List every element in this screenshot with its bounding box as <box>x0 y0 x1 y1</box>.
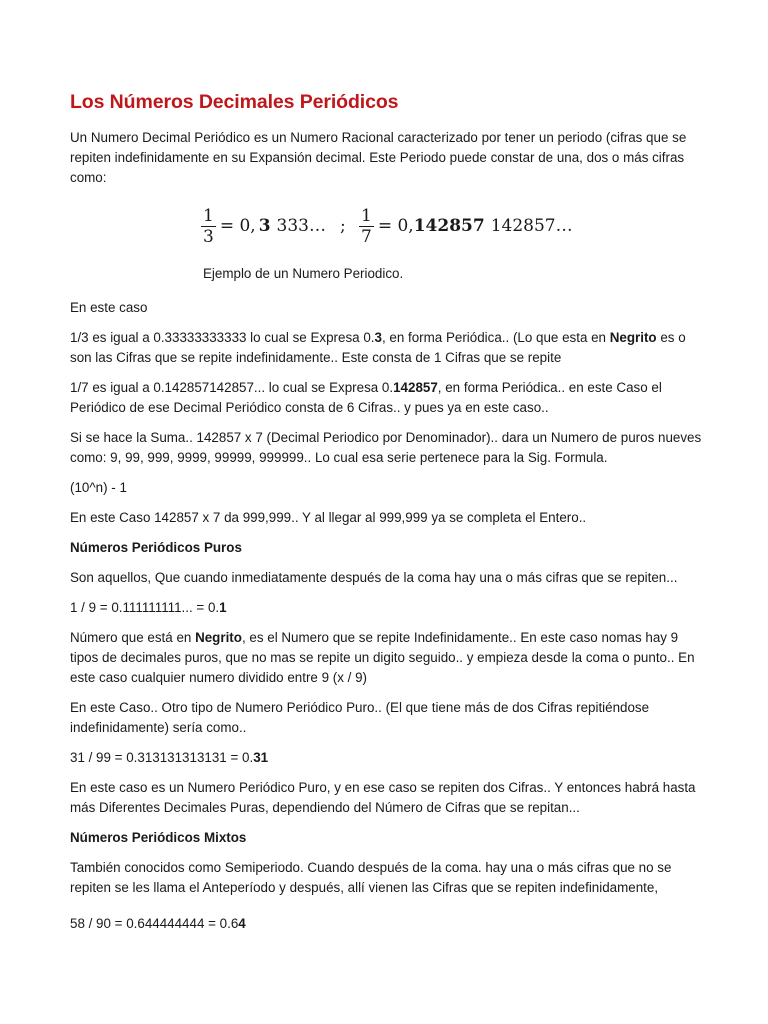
paragraph-puro-two: En este caso es un Numero Periódico Puro, y en ese caso se repiten dos Cifras.. Y entonces habrá hasta más Diferentes Decimales Puras, dependiendo del Número de Cifras que se repitan... <box>70 780 696 815</box>
fraction: $\frac{1}{7}$ <box>361 205 372 247</box>
paragraph-one-seventh: 1/7 es igual a 0.142857142857... lo cual se Expresa 0.142857, en forma Periódica.. en este Caso el Periódico de ese Decimal Periódico consta de 6 Cifras.. y pues ya en este caso.. <box>70 380 662 415</box>
example-58-90: 58 / 90 = 0.644444444 = 0.64 <box>70 916 246 931</box>
page-title: Los Números Decimales Periódicos <box>70 91 399 113</box>
formula-example <box>70 198 710 254</box>
paragraph-one-third: 1/3 es igual a 0.33333333333 lo cual se Expresa 0.3, en forma Periódica.. (Lo que esta en Negrito es o son las Cifras que se repite indefinidamente.. Este consta de 1 Cifras que se repite <box>70 330 686 365</box>
paragraph-mixtos: También conocidos como Semiperiodo. Cuando después de la coma. hay una o más cifras que no se repiten se les llama el Anteperíodo y después, allí vienen las Cifras que se repiten indefinidamente, <box>70 860 672 895</box>
example-31-99: 31 / 99 = 0.313131313131 = 0.31 <box>70 750 269 765</box>
paragraph-en-este-caso: En este caso <box>70 300 148 315</box>
formula-one-seventh: $\frac{1}{7}$ = 0, 142857 142857… <box>361 205 573 247</box>
paragraph-formula: (10^n) - 1 <box>70 480 127 495</box>
document-content <box>70 88 710 944</box>
paragraph-caso: En este Caso 142857 x 7 da 999,999.. Y al llegar al 999,999 ya se completa el Entero.. <box>70 510 587 525</box>
figure-caption: Ejemplo de un Numero Periodico. <box>203 266 404 281</box>
example-one-ninth: 1 / 9 = 0.111111111... = 0.1 <box>70 600 227 615</box>
paragraph-otro-tipo: En este Caso.. Otro tipo de Numero Periódico Puro.. (El que tiene más de dos Cifras repitiéndose indefinidamente) sería como.. <box>70 700 650 735</box>
heading-mixtos: Números Periódicos Mixtos <box>70 830 247 845</box>
formula-one-third: $\frac{1}{3}$ = 0, 3 333… ; <box>203 205 346 247</box>
paragraph-suma: Si se hace la Suma.. 142857 x 7 (Decimal Periodico por Denominador).. dara un Numero de puros nueves como: 9, 99, 999, 9999, 99999, 999999.. Lo cual esa serie pertenece para la Sig. Formula. <box>70 430 702 465</box>
intro-paragraph: Un Numero Decimal Periódico es un Numero Racional caracterizado por tener un periodo (cifras que se repiten indefinidamente en su Expansión decimal. Este Periodo puede constar de una, dos o más cifras como: <box>70 130 687 185</box>
paragraph-puros: Son aquellos, Que cuando inmediatamente después de la coma hay una o más cifras que se repiten... <box>70 570 678 585</box>
paragraph-negrito: Número que está en Negrito, es el Numero que se repite Indefinidamente.. En este caso nomas hay 9 tipos de decimales puros, que no mas se repite un digito seguido.. y empieza desde la coma o punto.. En este caso cualquier numero dividido entre 9 (x / 9) <box>70 630 695 685</box>
fraction: $\frac{1}{3}$ <box>203 205 214 247</box>
heading-puros: Números Periódicos Puros <box>70 540 242 555</box>
